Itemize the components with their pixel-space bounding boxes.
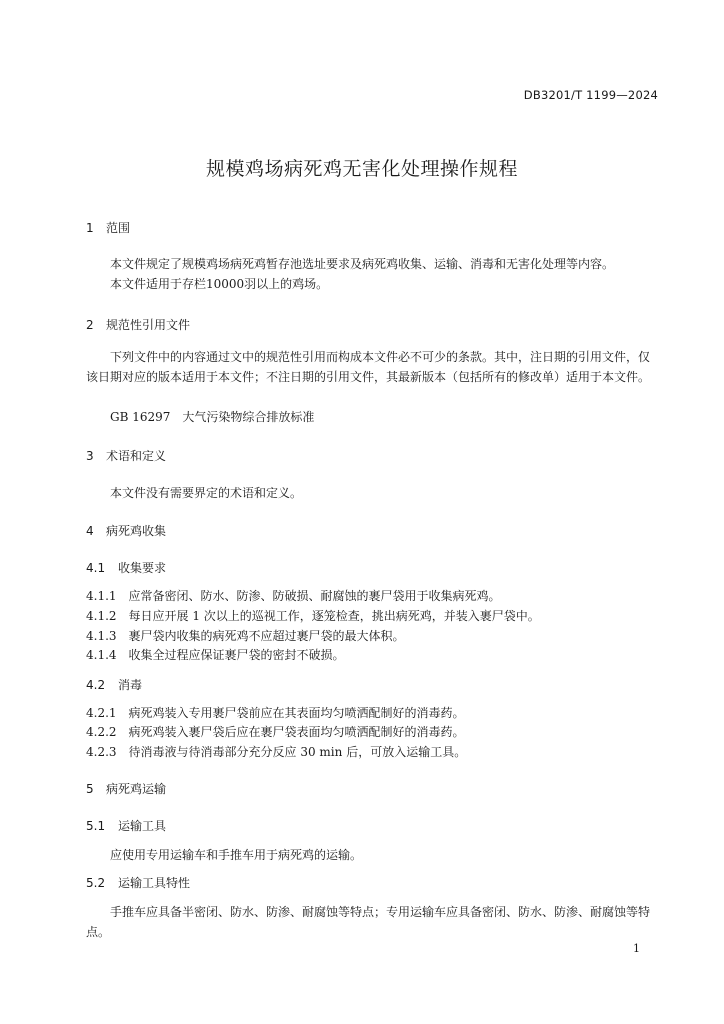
paragraph: 本文件适用于存栏10000羽以上的鸡场。 [110,277,329,291]
paragraph: 本文件没有需要界定的术语和定义。 [110,486,303,500]
standard-number: DB3201/T 1199—2024 [523,88,658,102]
subsection-4-1-heading [86,559,166,576]
section-number: 5 [86,782,94,796]
section-number: 2 [86,318,94,332]
subsection-5-1-heading [86,817,166,834]
section-title: 范围 [106,221,131,235]
normative-reference: GB 16297 大气污染物综合排放标准 [110,410,315,424]
subsection-number: 4.1 [86,561,106,575]
clause-4-1-1: 4.1.1 应常备密闭、防水、防渗、防破损、耐腐蚀的裹尸袋用于收集病死鸡。 [86,589,501,603]
clause-4-2-2: 4.2.2 病死鸡装入裹尸袋后应在裹尸袋表面均匀喷洒配制好的消毒药。 [86,725,465,739]
subsection-5-2-heading [86,874,190,891]
subsection-4-2-heading [86,676,142,693]
section-number: 4 [86,524,94,538]
section-4-heading [86,522,166,539]
clause-4-1-3: 4.1.3 裹尸袋内收集的病死鸡不应超过裹尸袋的最大体积。 [86,629,405,643]
subsection-title: 收集要求 [118,561,167,575]
paragraph: 手推车应具备半密闭、防水、防渗、耐腐蚀等特点；专用运输车应具备密闭、防水、防渗、耐腐蚀等特点。 [86,905,651,939]
subsection-title: 运输工具 [118,819,167,833]
section-title: 术语和定义 [106,449,167,463]
clause-4-1-4: 4.1.4 收集全过程应保证裹尸袋的密封不破损。 [86,648,345,662]
section-title: 病死鸡运输 [106,782,167,796]
section-number: 1 [86,221,94,235]
section-1-heading [86,219,130,236]
subsection-title: 运输工具特性 [118,876,191,890]
clause-4-2-1: 4.2.1 病死鸡装入专用裹尸袋前应在其表面均匀喷洒配制好的消毒药。 [86,706,465,720]
section-title: 病死鸡收集 [106,524,167,538]
paragraph: 下列文件中的内容通过文中的规范性引用而构成本文件必不可少的条款。其中，注日期的引用文件，仅该日期对应的版本适用于本文件；不注日期的引用文件，其最新版本（包括所有的修改单）适用于本文件。 [86,350,651,384]
document-title: 规模鸡场病死鸡无害化处理操作规程 [205,158,518,180]
section-title: 规范性引用文件 [106,318,191,332]
subsection-number: 4.2 [86,678,106,692]
section-3-heading [86,447,166,464]
subsection-number: 5.2 [86,876,106,890]
paragraph: 本文件规定了规模鸡场病死鸡暂存池选址要求及病死鸡收集、运输、消毒和无害化处理等内容。 [110,257,615,271]
section-5-heading [86,780,166,797]
subsection-number: 5.1 [86,819,106,833]
section-2-heading [86,316,190,333]
page-number: 1 [633,942,640,955]
subsection-title: 消毒 [118,678,143,692]
section-number: 3 [86,449,94,463]
clause-4-2-3: 4.2.3 待消毒液与待消毒部分充分反应 30 min 后，可放入运输工具。 [86,745,467,759]
clause-4-1-2: 4.1.2 每日应开展 1 次以上的巡视工作，逐笼检查，挑出病死鸡，并装入裹尸袋中。 [86,609,540,623]
paragraph: 应使用专用运输车和手推车用于病死鸡的运输。 [110,848,363,862]
